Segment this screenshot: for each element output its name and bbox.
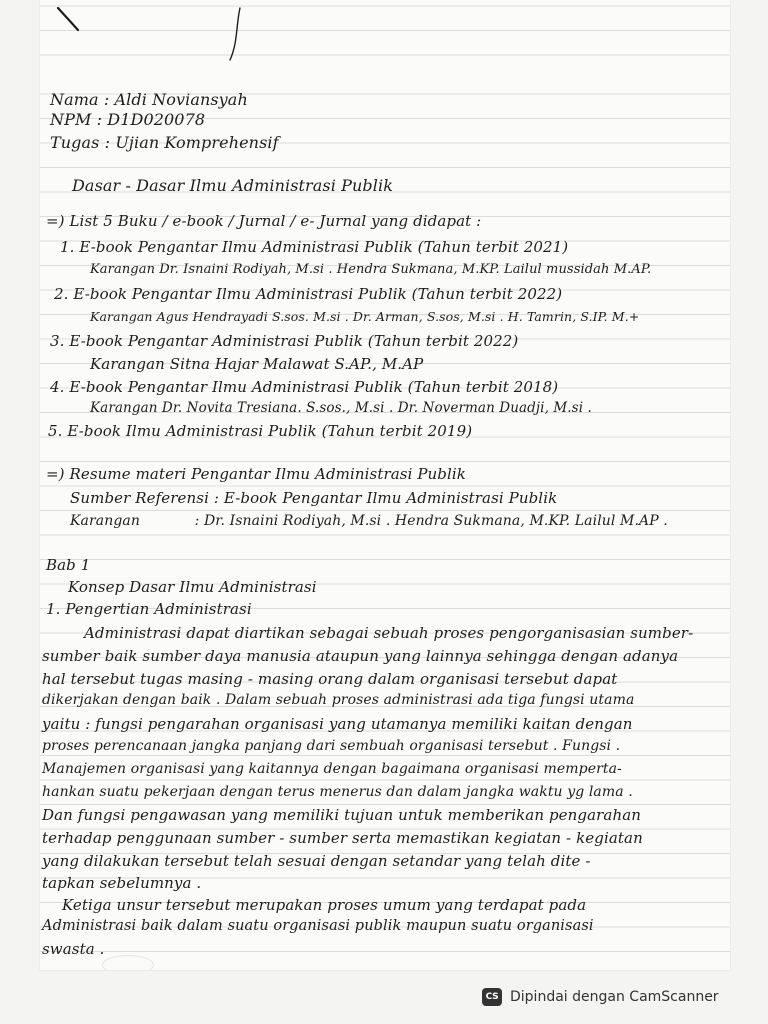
paragraph-line: terhadap penggunaan sumber - sumber serta memastikan kegiatan - kegiatan <box>42 829 643 847</box>
bleed-through-mark <box>102 955 154 970</box>
resume-karangan: Karangan : Dr. Isnaini Rodiyah, M.si . Hendra Sukmana, M.KP. Lailul M.AP . <box>70 513 668 529</box>
page-top-strokes <box>40 0 730 80</box>
list-item: Karangan Dr. Isnaini Rodiyah, M.si . Hendra Sukmana, M.KP. Lailul mussidah M.AP. <box>90 262 652 277</box>
konsep-heading: Konsep Dasar Ilmu Administrasi <box>68 578 317 596</box>
list-item: Karangan Agus Hendrayadi S.sos. M.si . Dr. Arman, S.sos, M.si . H. Tamrin, S.IP. M.+ <box>90 309 640 324</box>
resume-sumber: Sumber Referensi : E-book Pengantar Ilmu Administrasi Publik <box>70 489 558 507</box>
bab-label: Bab 1 <box>46 556 91 574</box>
camscanner-watermark <box>482 984 719 1010</box>
paragraph-line: yaitu : fungsi pengarahan organisasi yang utamanya memiliki kaitan dengan <box>42 715 633 733</box>
paragraph-line: swasta . <box>42 940 105 958</box>
notebook-page <box>40 0 730 970</box>
resume-heading: =) Resume materi Pengantar Ilmu Administrasi Publik <box>46 465 466 483</box>
camscanner-text: Dipindai dengan CamScanner <box>510 989 719 1005</box>
list-item: Karangan Sitna Hajar Malawat S.AP., M.AP <box>90 355 424 373</box>
paragraph-line: sumber baik sumber daya manusia ataupun yang lainnya sehingga dengan adanya <box>42 647 679 665</box>
paragraph-line: yang dilakukan tersebut telah sesuai dengan setandar yang telah dite - <box>42 852 591 870</box>
paragraph-line: tapkan sebelumnya . <box>42 874 202 892</box>
nama-line: Nama : Aldi Noviansyah <box>50 90 248 109</box>
paragraph-line: Administrasi baik dalam suatu organisasi publik maupun suatu organisasi <box>42 918 594 934</box>
page-title: Dasar - Dasar Ilmu Administrasi Publik <box>72 176 393 195</box>
paragraph-line: Ketiga unsur tersebut merupakan proses umum yang terdapat pada <box>62 896 587 914</box>
list-intro: =) List 5 Buku / e-book / Jurnal / e- Jurnal yang didapat : <box>46 212 482 230</box>
list-item: 1. E-book Pengantar Ilmu Administrasi Publik (Tahun terbit 2021) <box>60 238 569 256</box>
paragraph-line: hankan suatu pekerjaan dengan terus menerus dan dalam jangka waktu yg lama . <box>42 784 633 800</box>
list-item: 4. E-book Pengantar Ilmu Administrasi Publik (Tahun terbit 2018) <box>50 378 559 396</box>
paragraph-line: Manajemen organisasi yang kaitannya dengan bagaimana organisasi memperta- <box>42 761 622 777</box>
tugas-line: Tugas : Ujian Komprehensif <box>50 133 279 152</box>
list-item: 2. E-book Pengantar Ilmu Administrasi Publik (Tahun terbit 2022) <box>54 285 563 303</box>
camscanner-logo-icon: CS <box>482 988 502 1006</box>
paragraph-line: proses perencanaan jangka panjang dari sembuah organisasi tersebut . Fungsi . <box>42 738 621 754</box>
npm-line: NPM : D1D020078 <box>50 110 206 129</box>
pengertian-heading: 1. Pengertian Administrasi <box>46 600 252 618</box>
list-item: 3. E-book Pengantar Administrasi Publik (Tahun terbit 2022) <box>50 332 519 350</box>
list-item: 5. E-book Ilmu Administrasi Publik (Tahun terbit 2019) <box>48 422 473 440</box>
paragraph-line: Administrasi dapat diartikan sebagai sebuah proses pengorganisasian sumber- <box>84 624 694 642</box>
paragraph-line: Dan fungsi pengawasan yang memiliki tujuan untuk memberikan pengarahan <box>42 806 642 824</box>
paragraph-line: hal tersebut tugas masing - masing orang dalam organisasi tersebut dapat <box>42 670 618 688</box>
paragraph-line: dikerjakan dengan baik . Dalam sebuah proses administrasi ada tiga fungsi utama <box>42 692 635 708</box>
list-item: Karangan Dr. Novita Tresiana. S.sos., M.si . Dr. Noverman Duadji, M.si . <box>90 400 592 416</box>
